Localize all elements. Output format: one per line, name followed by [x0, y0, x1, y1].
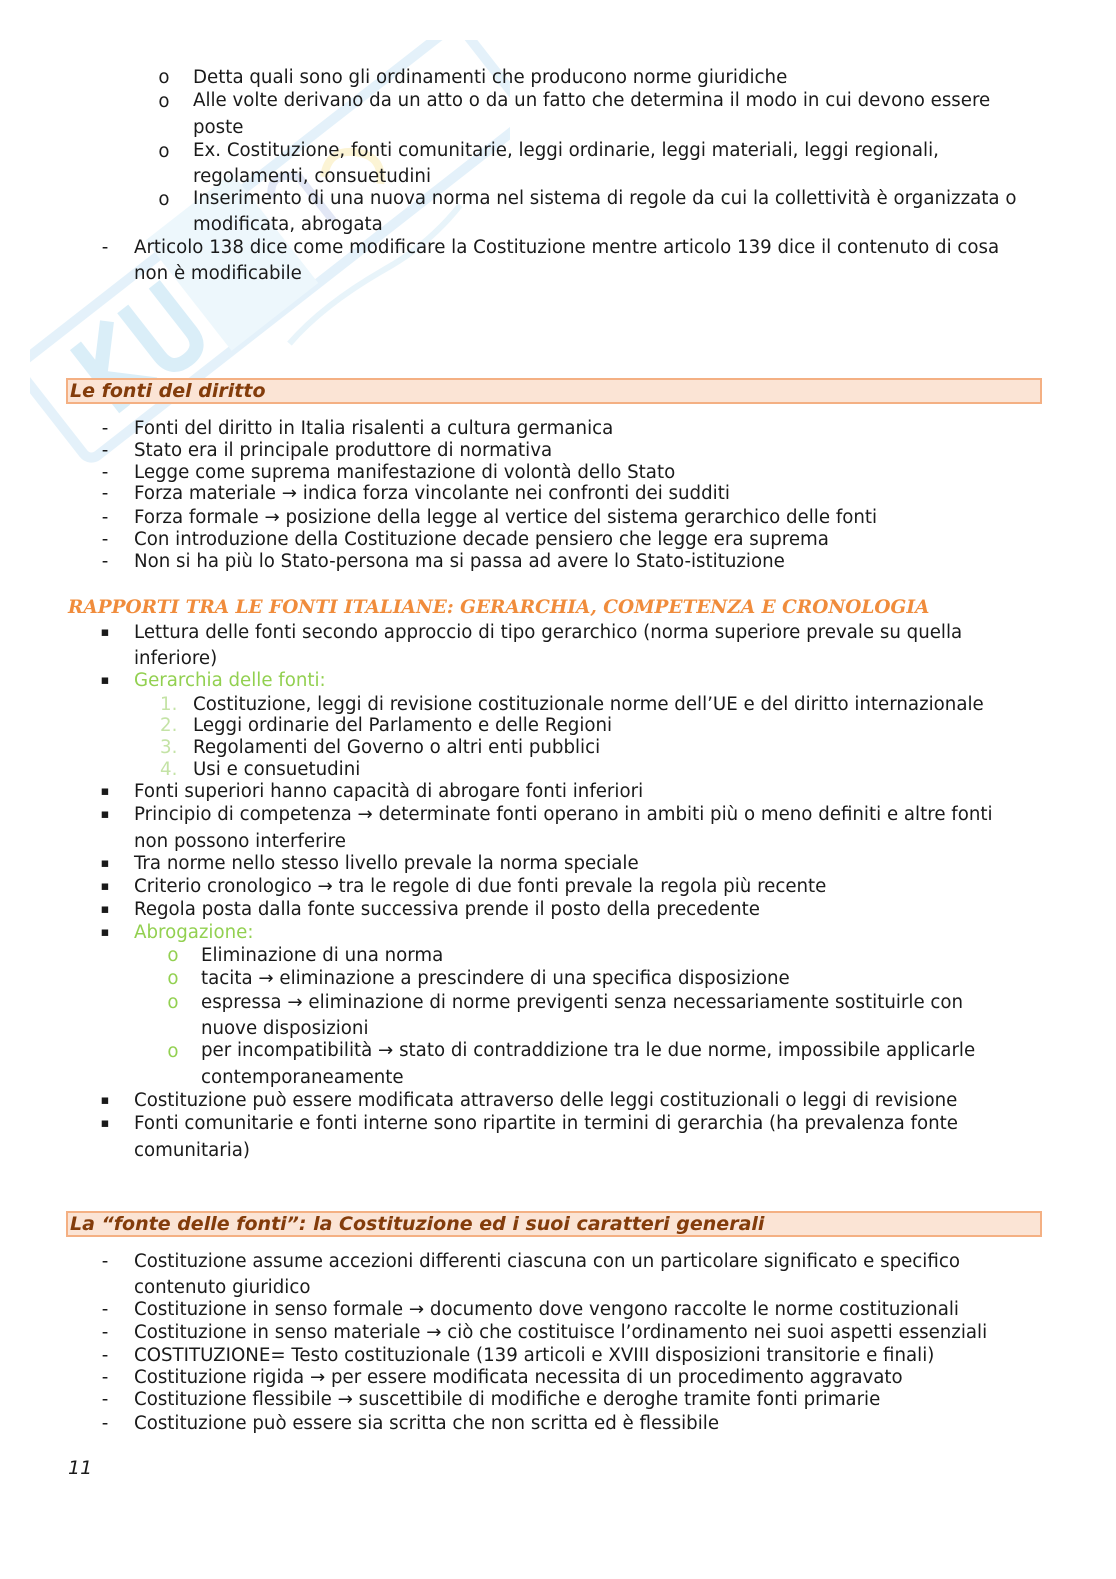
- list-item: Criterio cronologico → tra le regole di due fonti prevale la regola più recente: [134, 876, 827, 897]
- list-item: Costituzione flessibile → suscettibile di modifiche e deroghe tramite fonti primarie: [134, 1389, 881, 1410]
- list-item: Stato era il principale produttore di normativa: [134, 440, 553, 461]
- list-number: 2.: [160, 715, 178, 736]
- list-item: Regolamenti del Governo o altri enti pubblici: [193, 737, 601, 758]
- list-item: Fonti superiori hanno capacità di abrogare fonti inferiori: [134, 781, 644, 802]
- square-bullet: ▪: [100, 879, 110, 894]
- list-item: Usi e consuetudini: [193, 759, 361, 780]
- list-item: Costituzione, leggi di revisione costituzionale norme dell’UE e del diritto internazionale: [193, 694, 984, 715]
- circle-bullet: o: [158, 91, 170, 112]
- dash-bullet: -: [101, 237, 109, 258]
- list-item: Costituzione in senso formale → documento dove vengono raccolte le norme costituzionali: [134, 1299, 959, 1320]
- list-item-continued: non è modificabile: [134, 263, 302, 284]
- list-item: Articolo 138 dice come modificare la Costituzione mentre articolo 139 dice il contenuto di cosa: [134, 237, 1000, 258]
- section-title: Le fonti del diritto: [70, 380, 266, 402]
- dash-bullet: -: [101, 551, 109, 572]
- list-item: Ex. Costituzione, fonti comunitarie, leggi ordinarie, leggi materiali, leggi regionali,: [193, 140, 939, 161]
- list-item: Eliminazione di una norma: [201, 945, 444, 966]
- square-bullet: ▪: [100, 902, 110, 917]
- circle-bullet: o: [158, 189, 170, 210]
- list-item: Lettura delle fonti secondo approccio di tipo gerarchico (norma superiore prevale su quella: [134, 622, 963, 643]
- circle-bullet: o: [167, 992, 179, 1013]
- list-item-continued: non possono interferire: [134, 831, 346, 852]
- circle-bullet: o: [167, 1041, 179, 1062]
- dash-bullet: -: [101, 1322, 109, 1343]
- list-item-continued: regolamenti, consuetudini: [193, 166, 432, 187]
- list-number: 3.: [160, 737, 178, 758]
- dash-bullet: -: [101, 440, 109, 461]
- list-number: 4.: [160, 759, 178, 780]
- section-title: La “fonte delle fonti”: la Costituzione ed i suoi caratteri generali: [70, 1213, 765, 1235]
- list-item: Costituzione può essere modificata attraverso delle leggi costituzionali o leggi di revisione: [134, 1090, 958, 1111]
- list-item: Costituzione rigida → per essere modificata necessita di un procedimento aggravato: [134, 1367, 903, 1388]
- square-bullet: ▪: [100, 1116, 110, 1131]
- list-item: Forza formale → posizione della legge al vertice del sistema gerarchico delle fonti: [134, 507, 878, 528]
- list-item-continued: inferiore): [134, 648, 218, 669]
- dash-bullet: -: [101, 418, 109, 439]
- list-item: Costituzione in senso materiale → ciò che costituisce l’ordinamento nei suoi aspetti essenziali: [134, 1322, 988, 1343]
- list-item-continued: poste: [193, 117, 244, 138]
- dash-bullet: -: [101, 1413, 109, 1434]
- list-item: Alle volte derivano da un atto o da un fatto che determina il modo in cui devono essere: [193, 90, 991, 111]
- list-item: Non si ha più lo Stato-persona ma si passa ad avere lo Stato-istituzione: [134, 551, 785, 572]
- list-label: Gerarchia delle fonti:: [134, 670, 326, 691]
- square-bullet: ▪: [100, 784, 110, 799]
- square-bullet: ▪: [100, 673, 110, 688]
- list-item: Tra norme nello stesso livello prevale la norma speciale: [134, 853, 639, 874]
- list-item-continued: nuove disposizioni: [201, 1018, 369, 1039]
- list-item: Legge come suprema manifestazione di volontà dello Stato: [134, 462, 676, 483]
- list-item-continued: modificata, abrogata: [193, 214, 383, 235]
- list-item: Costituzione può essere sia scritta che non scritta ed è flessibile: [134, 1413, 720, 1434]
- list-item-continued: comunitaria): [134, 1140, 250, 1161]
- square-bullet: ▪: [100, 1093, 110, 1108]
- list-item-continued: contenuto giuridico: [134, 1277, 311, 1298]
- dash-bullet: -: [101, 483, 109, 504]
- dash-bullet: -: [101, 1251, 109, 1272]
- list-label: Abrogazione:: [134, 922, 254, 943]
- section-heading: RAPPORTI TRA LE FONTI ITALIANE: GERARCHIA, COMPETENZA E CRONOLOGIA: [68, 597, 930, 618]
- list-item: Inserimento di una nuova norma nel sistema di regole da cui la collettività è organizzata o: [193, 188, 1017, 209]
- dash-bullet: -: [101, 529, 109, 550]
- list-item: Principio di competenza → determinate fonti operano in ambiti più o meno definiti e altre fonti: [134, 804, 993, 825]
- dash-bullet: -: [101, 462, 109, 483]
- square-bullet: ▪: [100, 625, 110, 640]
- section-header: [66, 378, 1042, 404]
- list-item: Fonti comunitarie e fonti interne sono ripartite in termini di gerarchia (ha prevalenza fonte: [134, 1113, 958, 1134]
- dash-bullet: -: [101, 1345, 109, 1366]
- list-item: espressa → eliminazione di norme previgenti senza necessariamente sostituirle con: [201, 992, 964, 1013]
- page-number: 11: [68, 1457, 93, 1479]
- list-item: COSTITUZIONE= Testo costituzionale (139 articoli e XVIII disposizioni transitorie e finali): [134, 1345, 935, 1366]
- list-item: Forza materiale → indica forza vincolante nei confronti dei sudditi: [134, 483, 730, 504]
- section-header: [66, 1211, 1042, 1237]
- circle-bullet: o: [158, 141, 170, 162]
- list-item-continued: contemporaneamente: [201, 1067, 404, 1088]
- dash-bullet: -: [101, 1299, 109, 1320]
- circle-bullet: o: [167, 968, 179, 989]
- list-item: Leggi ordinarie del Parlamento e delle Regioni: [193, 715, 613, 736]
- square-bullet: ▪: [100, 807, 110, 822]
- dash-bullet: -: [101, 1367, 109, 1388]
- list-item: Con introduzione della Costituzione decade pensiero che legge era suprema: [134, 529, 829, 550]
- circle-bullet: o: [158, 67, 170, 88]
- list-item: per incompatibilità → stato di contraddizione tra le due norme, impossibile applicarle: [201, 1040, 976, 1061]
- list-item: Fonti del diritto in Italia risalenti a cultura germanica: [134, 418, 614, 439]
- dash-bullet: -: [101, 507, 109, 528]
- list-item: Costituzione assume accezioni differenti ciascuna con un particolare significato e specifico: [134, 1251, 960, 1272]
- dash-bullet: -: [101, 1389, 109, 1410]
- list-item: tacita → eliminazione a prescindere di una specifica disposizione: [201, 968, 790, 989]
- list-item: Detta quali sono gli ordinamenti che producono norme giuridiche: [193, 67, 788, 88]
- circle-bullet: o: [167, 945, 179, 966]
- list-number: 1.: [160, 694, 178, 715]
- square-bullet: ▪: [100, 856, 110, 871]
- square-bullet: ▪: [100, 925, 110, 940]
- list-item: Regola posta dalla fonte successiva prende il posto della precedente: [134, 899, 760, 920]
